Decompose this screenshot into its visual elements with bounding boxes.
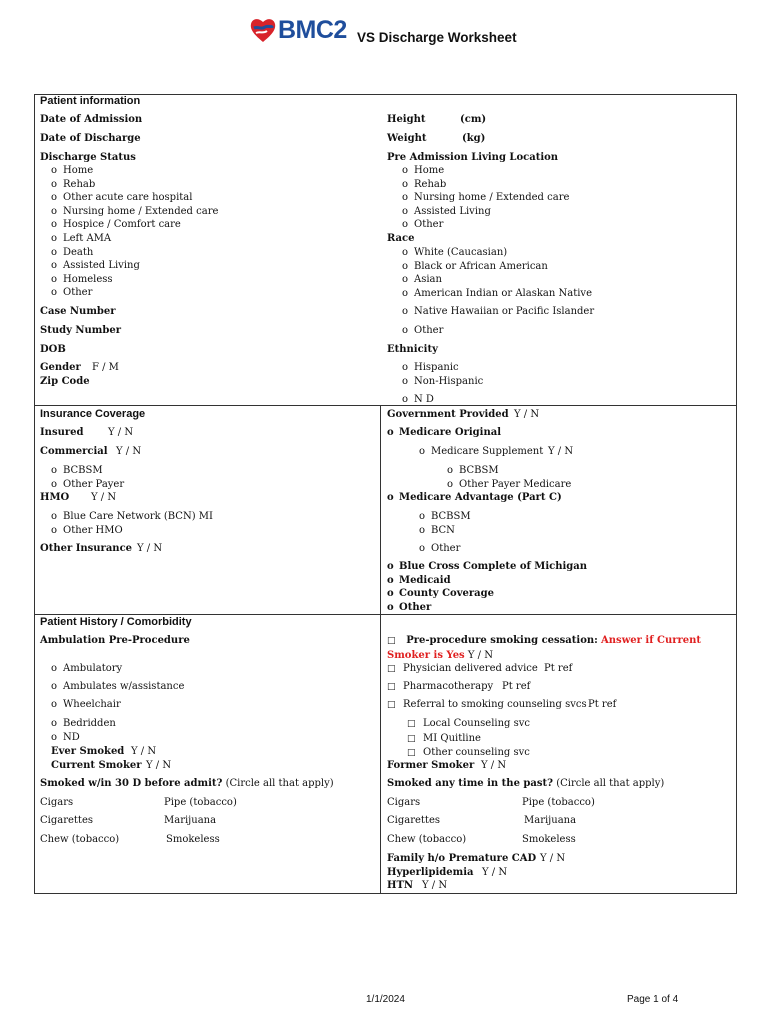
list-item[interactable]: o Hospice / Comfort care [51,218,218,232]
tobacco-cigars[interactable]: Cigars [40,797,74,808]
other-insurance-label: Other Insurance [40,543,133,554]
list-item[interactable]: o Hispanic [402,361,483,375]
case-number-label: Case Number [40,306,116,317]
list-item[interactable]: o Other Payer [51,478,124,492]
ambulation-label: Ambulation Pre-Procedure [40,635,190,646]
list-item[interactable]: o ND [51,731,116,745]
tobacco-cigarettes[interactable]: Cigarettes [40,815,93,826]
list-item[interactable]: o BCBSM [419,510,471,524]
list-item[interactable]: o N D [402,393,434,407]
counseling-list [407,717,530,761]
smoked-30d-question [40,777,334,790]
advantage-list [419,510,471,537]
htn-yn[interactable]: Y / N [422,880,448,891]
list-item[interactable]: o Medicare Advantage (Part C) [387,491,562,505]
gov-provided-yn[interactable]: Y / N [514,409,540,420]
weight-label: Weight [387,133,427,144]
gov-provided-label: Government Provided [387,409,509,420]
weight-unit: (kg) [462,133,486,144]
list-item[interactable]: o Rehab [402,178,569,192]
past-cigars[interactable]: Cigars [387,797,421,808]
list-item[interactable]: o Assisted Living [51,259,218,273]
list-item[interactable]: o Ambulates w/assistance [51,680,184,694]
table-right-border [736,94,737,894]
hmo-label: HMO [40,492,70,503]
pharmacotherapy-item [387,680,493,695]
referral-item [387,698,587,713]
ambulation-item-2 [51,680,184,694]
smoked-past-question [387,777,664,790]
current-smoker-yn[interactable]: Y / N [146,760,172,771]
list-item[interactable]: □ Other counseling svc [407,746,530,761]
insured-yn[interactable]: Y / N [108,427,134,438]
list-item[interactable]: o BCBSM [51,464,124,478]
history-divider [34,614,737,615]
former-smoker-label: Former Smoker [387,760,475,771]
smoked-past-note: (Circle all that apply) [556,778,665,789]
list-item[interactable]: o Bedridden [51,717,116,731]
physician-advice-item [387,662,538,677]
list-item[interactable]: □ Pharmacotherapy [387,680,493,695]
patient-info-title: Patient information [40,95,141,107]
list-item[interactable]: o Black or African American [402,260,592,274]
discharge-status-label: Discharge Status [40,152,136,163]
list-item[interactable]: o BCN [419,524,471,538]
list-item[interactable]: o Rehab [51,178,218,192]
date-admission-label: Date of Admission [40,114,143,125]
list-item[interactable]: o Homeless [51,273,218,287]
past-marijuana[interactable]: Marijuana [524,815,577,826]
medicare-supplement-yn[interactable]: Y / N [548,446,574,457]
former-smoker-yn[interactable]: Y / N [481,760,507,771]
ethnicity-list [402,361,483,388]
dob-label: DOB [40,344,66,355]
insurance-title: Insurance Coverage [40,408,146,420]
past-smokeless[interactable]: Smokeless [522,834,576,845]
past-cigarettes[interactable]: Cigarettes [387,815,440,826]
study-number-label: Study Number [40,325,122,336]
list-item[interactable]: o Left AMA [51,232,218,246]
list-item[interactable]: o Other [419,542,460,556]
list-item[interactable]: o County Coverage [387,587,587,601]
race-list [402,246,592,300]
htn-label: HTN [387,880,414,891]
past-chew[interactable]: Chew (tobacco) [387,834,467,845]
hmo-list [51,510,213,537]
family-cad-label: Family h/o Premature CAD [387,853,537,864]
tobacco-chew[interactable]: Chew (tobacco) [40,834,120,845]
list-item[interactable]: o Blue Cross Complete of Michigan [387,560,587,574]
list-item[interactable]: □ Referral to smoking counseling svcs [387,698,587,713]
tobacco-smokeless[interactable]: Smokeless [166,834,220,845]
referral-ptref[interactable]: Pt ref [588,699,617,710]
family-cad-yn[interactable]: Y / N [540,853,566,864]
list-item[interactable]: o Other [402,218,569,232]
list-item[interactable]: o Other HMO [51,524,213,538]
tobacco-marijuana[interactable]: Marijuana [164,815,217,826]
ever-smoked-yn[interactable]: Y / N [131,746,157,757]
list-item[interactable]: o Nursing home / Extended care [51,205,218,219]
list-item[interactable]: o Other [402,324,443,338]
list-item[interactable]: o BCBSM [447,464,571,478]
list-item[interactable]: o Assisted Living [402,205,569,219]
list-item[interactable]: o Home [51,164,218,178]
list-item[interactable]: o Medicaid [387,574,587,588]
list-item[interactable]: o American Indian or Alaskan Native [402,287,592,301]
list-item[interactable]: o Other Payer Medicare [447,478,571,492]
cessation-note: Answer if Current Smoker is Yes [387,635,702,661]
pre-admission-label: Pre Admission Living Location [387,152,559,163]
table-bottom-border [34,893,737,894]
list-item[interactable]: o Blue Care Network (BCN) MI [51,510,213,524]
list-item[interactable]: o Medicare Supplement [419,445,543,459]
ambulation-item-3 [51,698,121,712]
list-item[interactable]: o Medicare Original [387,426,501,440]
ambulation-item-4 [51,717,116,744]
ethnicity-nd [402,393,434,407]
footer-page-number: Page 1 of 4 [627,994,679,1005]
page-title: VS Discharge Worksheet [357,30,517,45]
list-item[interactable]: o Other [387,601,587,615]
ambulation-item-1 [51,662,122,676]
zip-code-label: Zip Code [40,376,90,387]
insurance-column-divider [380,405,381,893]
commercial-label: Commercial [40,446,108,457]
list-item[interactable]: □ Physician delivered advice [387,662,538,677]
smoked-30d-note: (Circle all that apply) [225,778,334,789]
commercial-list [51,464,124,491]
cessation-label: Pre-procedure smoking cessation: [406,635,598,646]
pre-admission-list [402,164,569,232]
list-item[interactable]: o Asian [402,273,592,287]
list-item[interactable]: o Other acute care hospital [51,191,218,205]
list-item[interactable]: □ MI Quitline [407,732,530,747]
ethnicity-label: Ethnicity [387,344,438,355]
list-item[interactable]: o Wheelchair [51,698,121,712]
medicare-supplement [419,445,543,459]
smoked-30d-label: Smoked w/in 30 D before admit? [40,778,223,789]
race-list-more-1 [402,305,594,319]
pharmacotherapy-ptref[interactable]: Pt ref [502,681,531,692]
hmo-yn[interactable]: Y / N [91,492,117,503]
list-item[interactable]: o Non-Hispanic [402,375,483,389]
gov-more-list [387,560,587,614]
commercial-yn[interactable]: Y / N [116,446,142,457]
insurance-divider [34,405,737,406]
heart-logo-icon [249,16,277,44]
list-item[interactable]: o Home [402,164,569,178]
physician-advice-ptref[interactable]: Pt ref [544,663,573,674]
cessation-item [387,634,727,662]
list-item[interactable]: o Death [51,246,218,260]
date-discharge-label: Date of Discharge [40,133,141,144]
other-insurance-yn[interactable]: Y / N [137,543,163,554]
list-item[interactable]: o Ambulatory [51,662,122,676]
insured-label: Insured [40,427,84,438]
past-pipe[interactable]: Pipe (tobacco) [522,797,595,808]
table-left-border [34,94,35,894]
footer-date: 1/1/2024 [366,994,405,1005]
race-list-more-2 [402,324,443,338]
list-item[interactable]: □ Local Counseling svc [407,717,530,732]
smoked-past-label: Smoked any time in the past? [387,778,553,789]
medicare-advantage [387,491,562,505]
height-label: Height [387,114,426,125]
supplement-list [447,464,571,491]
height-unit: (cm) [460,114,487,125]
tobacco-pipe[interactable]: Pipe (tobacco) [164,797,237,808]
gender-label: Gender [40,362,81,373]
ever-smoked-label: Ever Smoked [51,746,125,757]
list-item[interactable]: o White (Caucasian) [402,246,592,260]
list-item[interactable] [387,634,727,662]
list-item[interactable]: o Nursing home / Extended care [402,191,569,205]
logo-text: BMC2 [278,16,347,44]
gender-options[interactable]: F / M [92,362,119,373]
current-smoker-label: Current Smoker [51,760,142,771]
list-item[interactable]: o Other [51,286,218,300]
hyperlipidemia-label: Hyperlipidemia [387,867,474,878]
race-label: Race [387,233,415,244]
medicare-original [387,426,501,440]
logo [249,16,353,46]
cessation-yn[interactable]: Y / N [467,649,493,661]
advantage-other [419,542,460,556]
discharge-status-list [51,164,218,300]
hyperlipidemia-yn[interactable]: Y / N [482,867,508,878]
history-title: Patient History / Comorbidity [40,616,192,628]
list-item[interactable]: o Native Hawaiian or Pacific Islander [402,305,594,319]
